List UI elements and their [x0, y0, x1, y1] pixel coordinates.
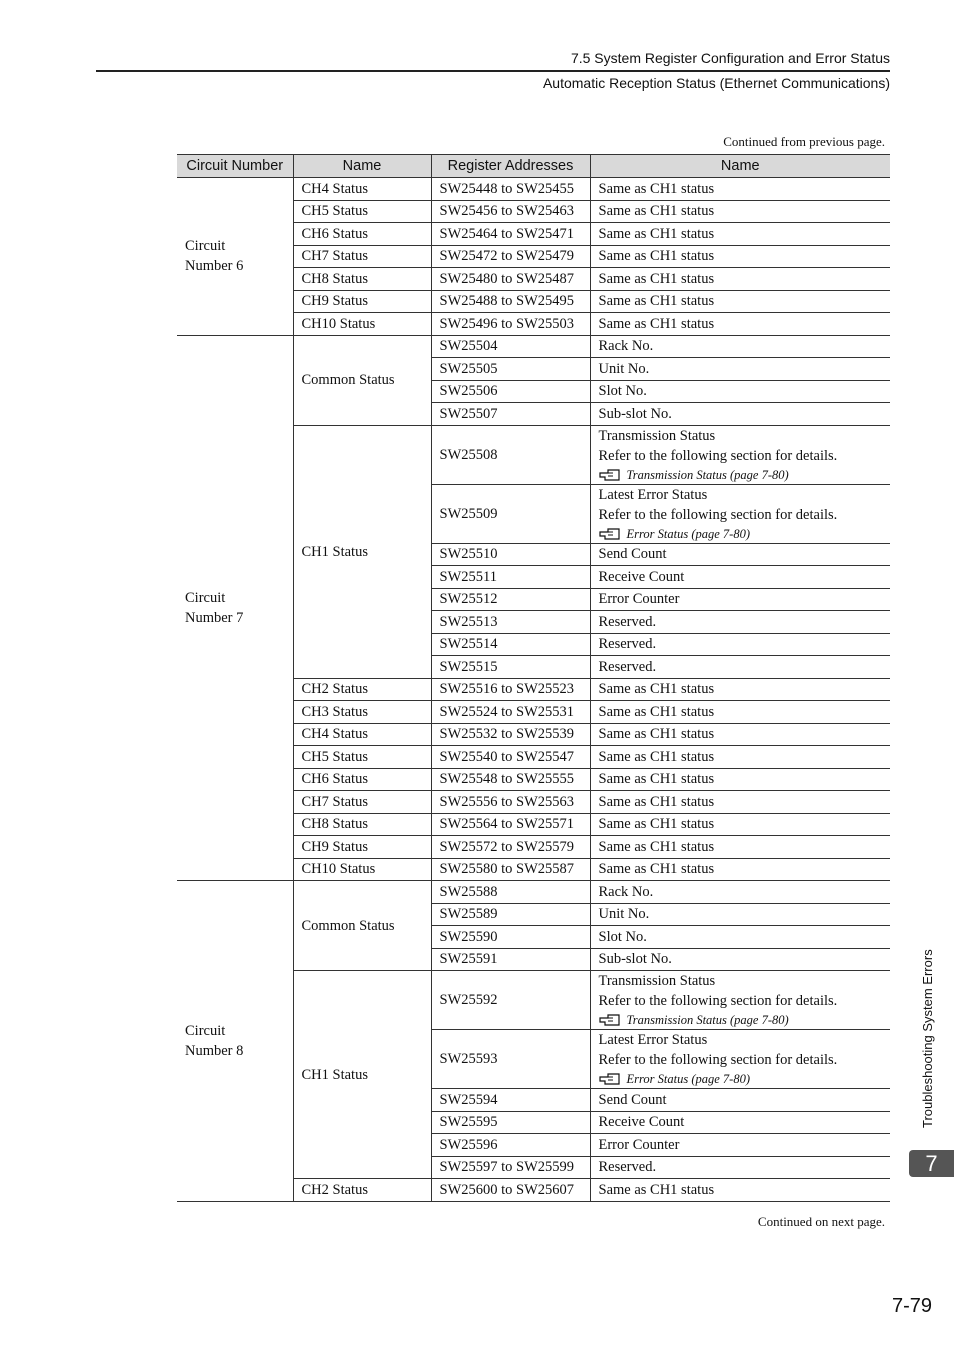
chapter-side-label: Troubleshooting System Errors	[920, 949, 935, 1128]
common-status-label: Common Status	[293, 881, 431, 971]
row-description: Same as CH1 status	[590, 723, 890, 746]
row-address: SW25488 to SW25495	[431, 290, 590, 313]
row-name: CH8 Status	[293, 268, 431, 291]
row-address: SW25510	[431, 543, 590, 566]
pointing-hand-icon	[599, 527, 621, 541]
col-header-description: Name	[590, 155, 890, 178]
table-header-row	[177, 155, 890, 178]
row-description: Error Counter	[590, 1134, 890, 1157]
row-address: SW25540 to SW25547	[431, 746, 590, 769]
row-name: CH2 Status	[293, 1179, 431, 1202]
row-address: SW25593	[431, 1030, 590, 1089]
row-description: Reserved.	[590, 611, 890, 634]
row-address: SW25600 to SW25607	[431, 1179, 590, 1202]
row-address: SW25592	[431, 971, 590, 1030]
row-name: CH4 Status	[293, 723, 431, 746]
page-reference[interactable]: Transmission Status (page 7-80)	[599, 466, 883, 484]
col-header-circuit: Circuit Number	[177, 155, 293, 178]
table-row	[177, 881, 890, 904]
table-row	[177, 178, 890, 201]
row-name: CH6 Status	[293, 768, 431, 791]
row-description: Same as CH1 status	[590, 836, 890, 859]
row-description: Same as CH1 status	[590, 813, 890, 836]
row-address: SW25472 to SW25479	[431, 245, 590, 268]
row-description: Same as CH1 status	[590, 768, 890, 791]
row-address: SW25532 to SW25539	[431, 723, 590, 746]
row-description: Same as CH1 status	[590, 223, 890, 246]
row-address: SW25564 to SW25571	[431, 813, 590, 836]
row-description: Same as CH1 status	[590, 678, 890, 701]
row-description: Reserved.	[590, 656, 890, 679]
row-name: CH5 Status	[293, 746, 431, 769]
ch1-status-label: CH1 Status	[293, 425, 431, 678]
pointing-hand-icon	[599, 1013, 621, 1027]
row-address: SW25588	[431, 881, 590, 904]
row-address: SW25507	[431, 403, 590, 426]
row-description: Sub-slot No.	[590, 403, 890, 426]
row-address: SW25524 to SW25531	[431, 701, 590, 724]
circuit-8-label: Circuit Number 8	[177, 881, 293, 1202]
row-description: Send Count	[590, 1089, 890, 1112]
col-header-addresses: Register Addresses	[431, 155, 590, 178]
row-description: Same as CH1 status	[590, 858, 890, 881]
row-address: SW25456 to SW25463	[431, 200, 590, 223]
header-rule	[96, 70, 890, 72]
row-address: SW25512	[431, 588, 590, 611]
page-number: 7-79	[891, 1295, 932, 1317]
row-description: Same as CH1 status	[590, 268, 890, 291]
row-address: SW25513	[431, 611, 590, 634]
row-address: SW25506	[431, 380, 590, 403]
row-description: Same as CH1 status	[590, 200, 890, 223]
page-reference[interactable]: Error Status (page 7-80)	[599, 525, 883, 543]
circuit-6-label: Circuit Number 6	[177, 178, 293, 336]
row-description: Receive Count	[590, 1111, 890, 1134]
row-address: SW25464 to SW25471	[431, 223, 590, 246]
row-description: Same as CH1 status	[590, 701, 890, 724]
row-name: CH6 Status	[293, 223, 431, 246]
row-name: CH7 Status	[293, 245, 431, 268]
row-address: SW25504	[431, 335, 590, 358]
ch1-status-label: CH1 Status	[293, 971, 431, 1179]
continued-from-note: Continued from previous page.	[723, 134, 885, 149]
row-name: CH3 Status	[293, 701, 431, 724]
row-address: SW25509	[431, 484, 590, 543]
row-address: SW25597 to SW25599	[431, 1156, 590, 1179]
row-address: SW25480 to SW25487	[431, 268, 590, 291]
row-address: SW25590	[431, 926, 590, 949]
continued-on-note: Continued on next page.	[757, 1214, 885, 1229]
pointing-hand-icon	[599, 468, 621, 482]
row-description: Receive Count	[590, 566, 890, 589]
row-address: SW25508	[431, 425, 590, 484]
row-address: SW25596	[431, 1134, 590, 1157]
row-name: CH4 Status	[293, 178, 431, 201]
running-header-subsection: Automatic Reception Status (Ethernet Communications)	[542, 75, 890, 91]
row-address: SW25515	[431, 656, 590, 679]
row-description: Same as CH1 status	[590, 746, 890, 769]
row-description: Slot No.	[590, 380, 890, 403]
row-address: SW25514	[431, 633, 590, 656]
col-header-name: Name	[293, 155, 431, 178]
row-address: SW25594	[431, 1089, 590, 1112]
row-description: Same as CH1 status	[590, 313, 890, 336]
row-address: SW25516 to SW25523	[431, 678, 590, 701]
row-address: SW25548 to SW25555	[431, 768, 590, 791]
row-address: SW25496 to SW25503	[431, 313, 590, 336]
row-address: SW25511	[431, 566, 590, 589]
transmission-status-desc: Transmission Status Refer to the following section for details. Transmission Status (page 7-80)	[590, 971, 890, 1030]
row-address: SW25448 to SW25455	[431, 178, 590, 201]
row-address: SW25505	[431, 358, 590, 381]
row-address: SW25595	[431, 1111, 590, 1134]
running-header-section: 7.5 System Register Configuration and Error Status	[570, 50, 890, 66]
row-name: CH9 Status	[293, 290, 431, 313]
row-description: Send Count	[590, 543, 890, 566]
row-name: CH5 Status	[293, 200, 431, 223]
row-description: Rack No.	[590, 881, 890, 904]
page-reference[interactable]: Transmission Status (page 7-80)	[599, 1011, 883, 1029]
row-name: CH10 Status	[293, 858, 431, 881]
register-table	[177, 154, 890, 1202]
row-address: SW25556 to SW25563	[431, 791, 590, 814]
row-description: Reserved.	[590, 633, 890, 656]
common-status-label: Common Status	[293, 335, 431, 425]
page-reference[interactable]: Error Status (page 7-80)	[599, 1070, 883, 1088]
pointing-hand-icon	[599, 1072, 621, 1086]
error-status-desc: Latest Error Status Refer to the following section for details. Error Status (page 7-80)	[590, 484, 890, 543]
row-name: CH7 Status	[293, 791, 431, 814]
row-description: Same as CH1 status	[590, 245, 890, 268]
row-address: SW25589	[431, 903, 590, 926]
table-row	[177, 335, 890, 358]
row-description: Error Counter	[590, 588, 890, 611]
chapter-tab: 7	[909, 1150, 954, 1177]
row-description: Sub-slot No.	[590, 948, 890, 971]
row-description: Reserved.	[590, 1156, 890, 1179]
row-address: SW25591	[431, 948, 590, 971]
row-address: SW25572 to SW25579	[431, 836, 590, 859]
row-description: Unit No.	[590, 903, 890, 926]
row-address: SW25580 to SW25587	[431, 858, 590, 881]
transmission-status-desc: Transmission Status Refer to the following section for details. Transmission Status (page 7-80)	[590, 425, 890, 484]
row-description: Same as CH1 status	[590, 178, 890, 201]
row-description: Same as CH1 status	[590, 791, 890, 814]
row-description: Same as CH1 status	[590, 1179, 890, 1202]
circuit-7-label: Circuit Number 7	[177, 335, 293, 881]
error-status-desc: Latest Error Status Refer to the following section for details. Error Status (page 7-80)	[590, 1030, 890, 1089]
row-description: Same as CH1 status	[590, 290, 890, 313]
row-description: Unit No.	[590, 358, 890, 381]
row-name: CH2 Status	[293, 678, 431, 701]
row-name: CH10 Status	[293, 313, 431, 336]
row-description: Rack No.	[590, 335, 890, 358]
row-description: Slot No.	[590, 926, 890, 949]
row-name: CH8 Status	[293, 813, 431, 836]
row-name: CH9 Status	[293, 836, 431, 859]
